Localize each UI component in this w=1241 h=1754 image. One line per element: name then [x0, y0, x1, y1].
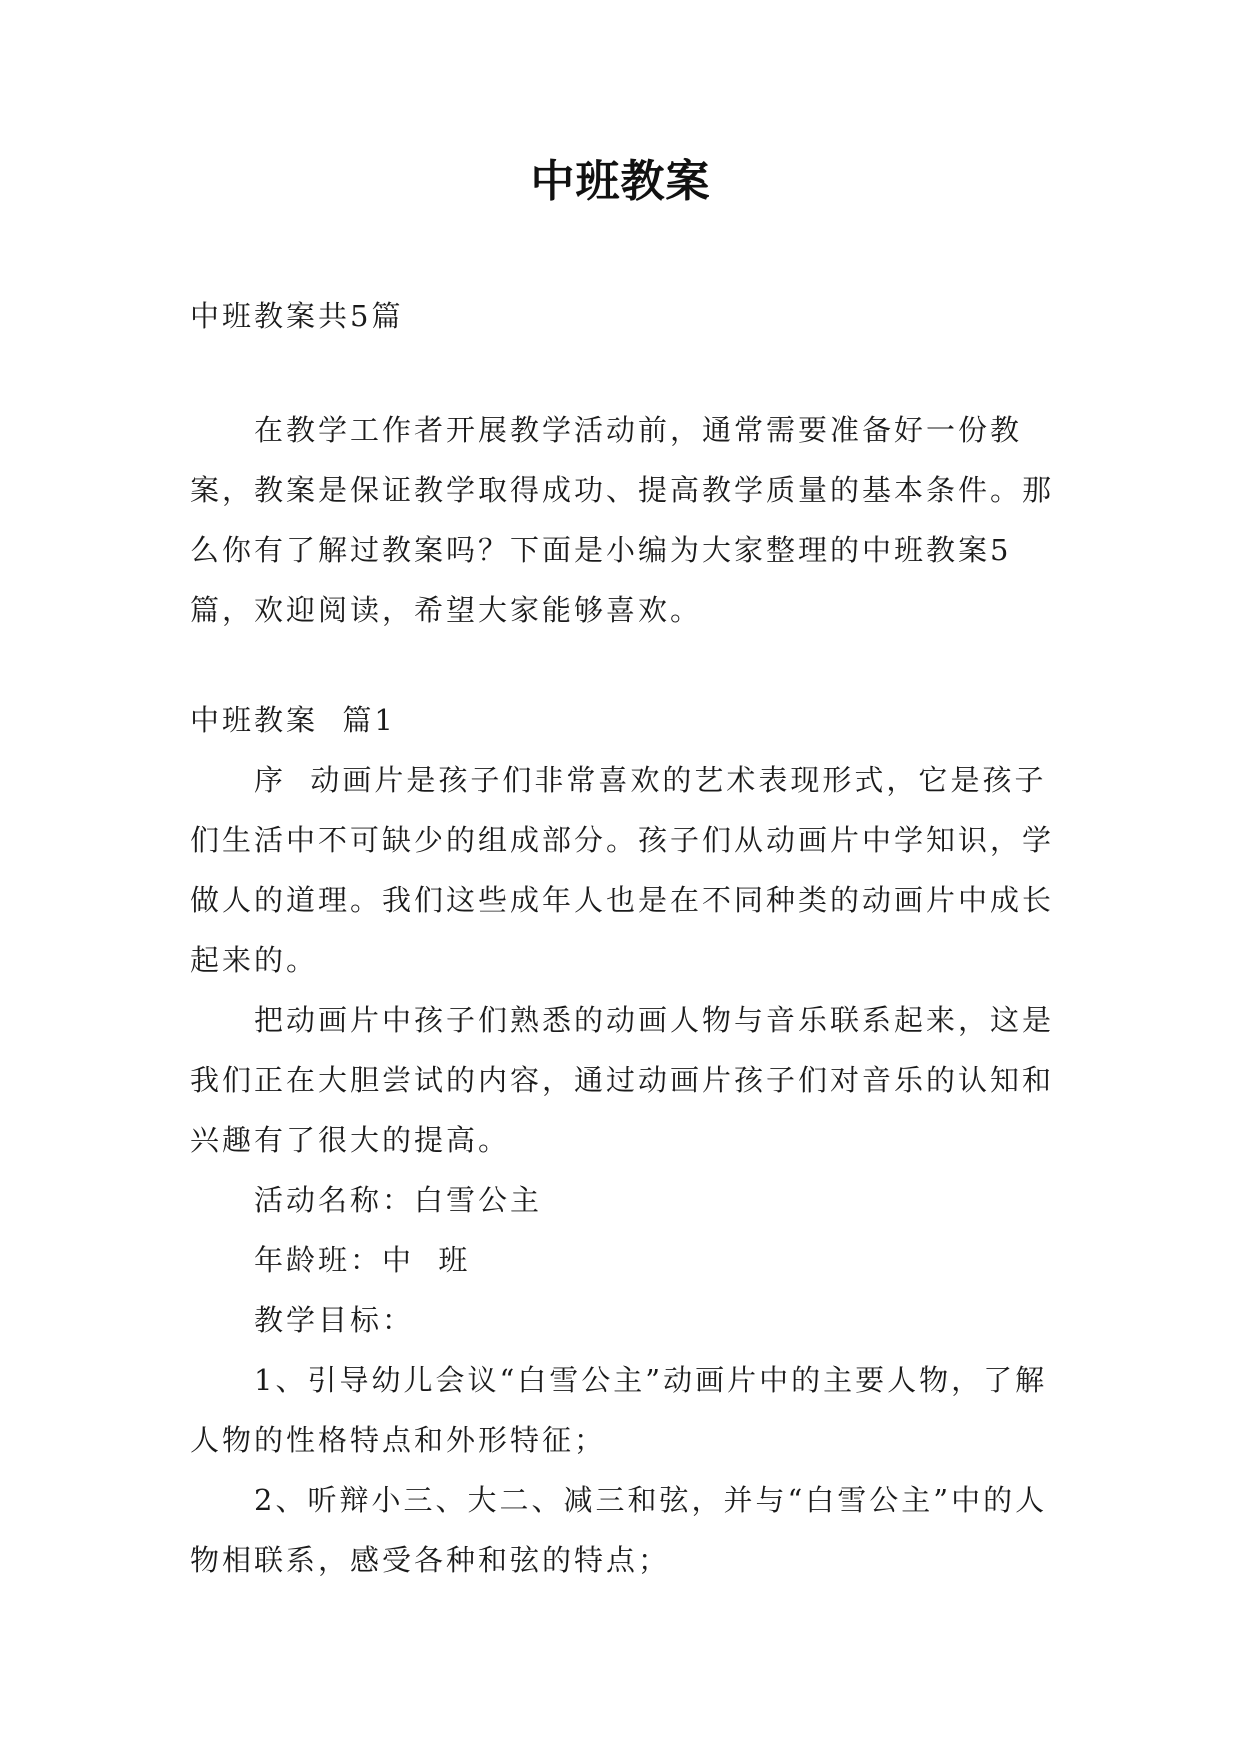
intro-paragraph [190, 400, 1060, 640]
section-1 [190, 690, 1060, 1590]
section-heading: 中班教案 篇1 [190, 703, 396, 737]
document-subtitle [190, 286, 1060, 346]
goal-item: 2、听辩小三、大二、减三和弦，并与“白雪公主”中的人物相联系，感受各种和弦的特点； [190, 1483, 1048, 1577]
paragraph: 把动画片中孩子们熟悉的动画人物与音乐联系起来，这是我们正在大胆尝试的内容，通过动画片孩子们对音乐的认知和兴趣有了很大的提高。 [190, 1003, 1055, 1157]
goal-item: 1、引导幼儿会议“白雪公主”动画片中的主要人物，了解人物的性格特点和外形特征； [190, 1363, 1048, 1457]
teaching-goals-heading: 教学目标： [254, 1303, 415, 1337]
document-title: 中班教案 [530, 156, 711, 207]
age-group: 年龄班：中 班 [254, 1243, 471, 1277]
paragraph: 序 动画片是孩子们非常喜欢的艺术表现形式，它是孩子们生活中不可缺少的组成部分。孩子们从动画片中学知识，学做人的道理。我们这些成年人也是在不同种类的动画片中成长起来的。 [190, 763, 1055, 977]
activity-name: 活动名称：白雪公主 [254, 1183, 543, 1217]
intro-text: 在教学工作者开展教学活动前，通常需要准备好一份教案，教案是保证教学取得成功、提高教学质量的基本条件。那么你有了解过教案吗？下面是小编为大家整理的中班教案5篇，欢迎阅读，希望大家能够喜欢。 [190, 413, 1055, 627]
subtitle-text: 中班教案共5篇 [190, 299, 404, 333]
